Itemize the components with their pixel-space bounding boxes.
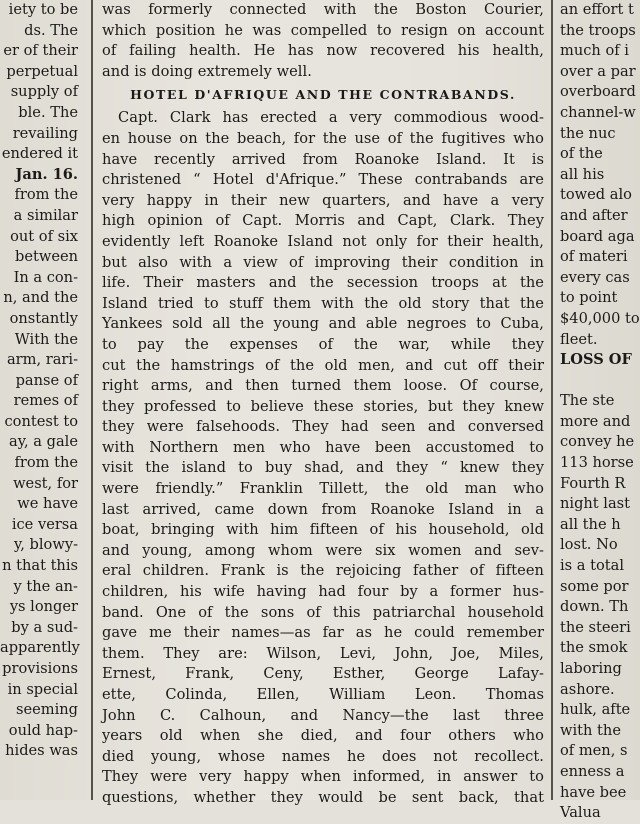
- text-line: convey he: [560, 433, 635, 451]
- text-line: band. One of the sons of this patriarchal household: [102, 603, 544, 621]
- text-line: They were very happy when informed, in answer to: [102, 768, 544, 786]
- text-line: seeming: [15, 701, 78, 719]
- text-line: revailing: [12, 124, 78, 142]
- text-line: an effort t: [560, 1, 634, 18]
- text-line: the troops: [560, 21, 636, 39]
- text-line: the nuc: [560, 124, 616, 142]
- text-line: more and: [560, 412, 631, 430]
- text-line: evidently left Roanoke Island not only for their health,: [102, 232, 544, 250]
- text-line: Jan. 16.: [15, 165, 78, 183]
- text-line: ble. The: [18, 103, 78, 121]
- text-line: LOSS OF: [560, 351, 632, 369]
- text-line: contest to: [4, 412, 78, 430]
- text-line: en house on the beach, for the use of the fugitives who: [102, 129, 544, 147]
- text-line: visit the island to buy shad, and they “ knew they: [102, 459, 544, 477]
- article-headline: HOTEL D'AFRIQUE AND THE CONTRABANDS.: [130, 87, 516, 103]
- text-line: from the: [14, 186, 78, 204]
- text-line: boat, bringing with him fifteen of his household, old: [102, 521, 544, 539]
- text-line: some por: [560, 577, 629, 595]
- text-line: arm, rari-: [6, 351, 78, 369]
- text-line: John C. Calhoun, and Nancy—the last three: [102, 706, 544, 724]
- text-line: and after: [560, 206, 628, 224]
- text-line: iety to be: [8, 1, 78, 18]
- text-line: over a par: [560, 62, 636, 80]
- text-line: 113 horse: [560, 454, 634, 472]
- text-line: y the an-: [13, 577, 78, 595]
- text-line: which position he was compelled to resign on account: [102, 21, 544, 39]
- text-line: enness a: [560, 762, 625, 780]
- text-line: down. Th: [560, 598, 629, 616]
- text-line: questions, whether they would be sent back, that: [102, 788, 544, 806]
- text-line: much of i: [560, 42, 629, 60]
- text-line: died young, whose names he does not recollect.: [102, 747, 544, 765]
- text-line: hides was: [5, 742, 78, 760]
- text-line: west, for: [13, 474, 78, 492]
- text-line: but also with a view of improving their condition in: [102, 253, 544, 271]
- text-line: ice versa: [11, 515, 78, 533]
- text-line: board aga: [560, 227, 635, 245]
- text-line: have recently arrived from Roanoke Island. It is: [102, 150, 544, 168]
- text-line: ette, Colinda, Ellen, William Leon. Thomas: [102, 686, 544, 703]
- text-line: [558, 371, 640, 392]
- text-line: onstantly: [9, 309, 78, 327]
- text-line: ys longer: [9, 598, 78, 616]
- text-line: The ste: [560, 392, 615, 410]
- text-line: was formerly connected with the Boston Courier,: [102, 1, 544, 18]
- text-line: of failing health. He has now recovered his health,: [102, 42, 544, 60]
- text-line: and young, among whom were six women and sev-: [102, 541, 544, 559]
- text-line: y, blowy-: [13, 536, 78, 554]
- text-line: last arrived, came down from Roanoke Island in a: [102, 500, 544, 518]
- text-line: laboring: [560, 660, 622, 677]
- text-line: Island tried to stuff them with the old story that the: [102, 294, 544, 312]
- text-line: panse of: [15, 371, 78, 389]
- text-line: overboard: [560, 83, 636, 101]
- text-line: towed alo: [560, 186, 632, 204]
- text-line: endered it: [1, 145, 78, 163]
- text-line: with Northern men who have been accustomed to: [102, 438, 544, 456]
- text-line: Ernest, Frank, Ceny, Esther, George Lafay-: [102, 665, 544, 683]
- text-line: n that this: [2, 557, 78, 575]
- text-line: ds. The: [24, 21, 78, 39]
- text-line: every cas: [560, 268, 630, 286]
- text-line: all the h: [560, 515, 621, 533]
- text-line: gave me their names—as far as he could remember: [102, 624, 544, 642]
- text-line: ould hap-: [8, 721, 78, 739]
- text-line: Yankees sold all the young and able negroes to Cuba,: [102, 315, 544, 333]
- text-line: life. Their masters and the secession troops at the: [102, 274, 544, 292]
- text-line: eral children. Frank is the rejoicing father of fifteen: [102, 562, 544, 580]
- text-line: out of six: [10, 227, 78, 245]
- text-line: have bee: [560, 783, 627, 801]
- text-line: ashore.: [560, 680, 615, 698]
- text-line: $40,000 to: [560, 309, 640, 327]
- text-line: ay, a gale: [9, 433, 78, 451]
- text-line: a similar: [13, 206, 78, 224]
- text-line: between: [14, 248, 78, 266]
- text-line: fleet.: [560, 330, 598, 348]
- text-line: they professed to believe these stories, but they knew: [102, 397, 544, 415]
- article-body: [102, 108, 544, 808]
- text-line: the steeri: [560, 618, 631, 636]
- text-line: children, his wife having had four by a former hus-: [102, 583, 544, 601]
- text-line: With the: [14, 330, 78, 348]
- text-line: we have: [17, 495, 78, 513]
- text-line: provisions: [2, 660, 78, 677]
- text-line: channel-w: [560, 103, 636, 121]
- text-line: perpetual: [6, 62, 78, 80]
- column-rule-left: [91, 0, 93, 800]
- text-line: to pay the expenses of the war, while they: [102, 335, 544, 353]
- text-line: were friendly.” Franklin Tillett, the old man who: [102, 480, 544, 498]
- text-line: In a con-: [13, 268, 78, 286]
- text-line: n, and the: [3, 289, 78, 307]
- text-line: from the: [14, 454, 78, 472]
- intro-paragraph: [102, 0, 544, 82]
- text-line: high opinion of Capt. Morris and Capt, Clark. They: [102, 212, 544, 230]
- text-line: hulk, afte: [560, 701, 631, 719]
- text-line: in special: [7, 680, 78, 698]
- text-line: with the: [560, 721, 621, 739]
- column-rule-right: [551, 0, 553, 800]
- text-line: apparently: [0, 639, 80, 657]
- text-line: them. They are: Wilson, Levi, John, Joe, Miles,: [102, 644, 544, 662]
- text-line: er of their: [3, 42, 78, 60]
- text-line: Capt. Clark has erected a very commodious wood-: [118, 109, 544, 127]
- text-line: is a total: [560, 557, 625, 575]
- text-line: years old when she died, and four others who: [102, 727, 544, 745]
- text-line: cut the hamstrings of the old men, and cut off their: [102, 356, 544, 374]
- text-line: they were falsehoods. They had seen and conversed: [102, 418, 544, 436]
- text-line: supply of: [10, 83, 78, 101]
- text-line: of the: [560, 145, 603, 163]
- text-line: all his: [560, 165, 605, 183]
- text-line: the smok: [560, 639, 628, 657]
- text-line: to point: [560, 289, 618, 307]
- left-column: [0, 0, 80, 800]
- text-line: Valua: [560, 804, 601, 822]
- text-line: very happy in their new quarters, and have a very: [102, 191, 544, 209]
- text-line: christened “ Hotel d'Afrique.” These contrabands are: [102, 171, 544, 189]
- text-line: night last: [560, 495, 631, 513]
- text-line: by a sud-: [11, 618, 78, 636]
- text-line: right arms, and then turned them loose. Of course,: [102, 377, 544, 395]
- text-line: of men, s: [560, 742, 628, 760]
- text-line: and is doing extremely well.: [102, 62, 312, 80]
- main-column: [102, 0, 544, 806]
- right-column: [558, 0, 640, 822]
- text-line: of materi: [560, 248, 628, 266]
- text-line: Fourth R: [560, 474, 626, 492]
- text-line: remes of: [13, 392, 78, 410]
- text-line: lost. No: [560, 536, 618, 554]
